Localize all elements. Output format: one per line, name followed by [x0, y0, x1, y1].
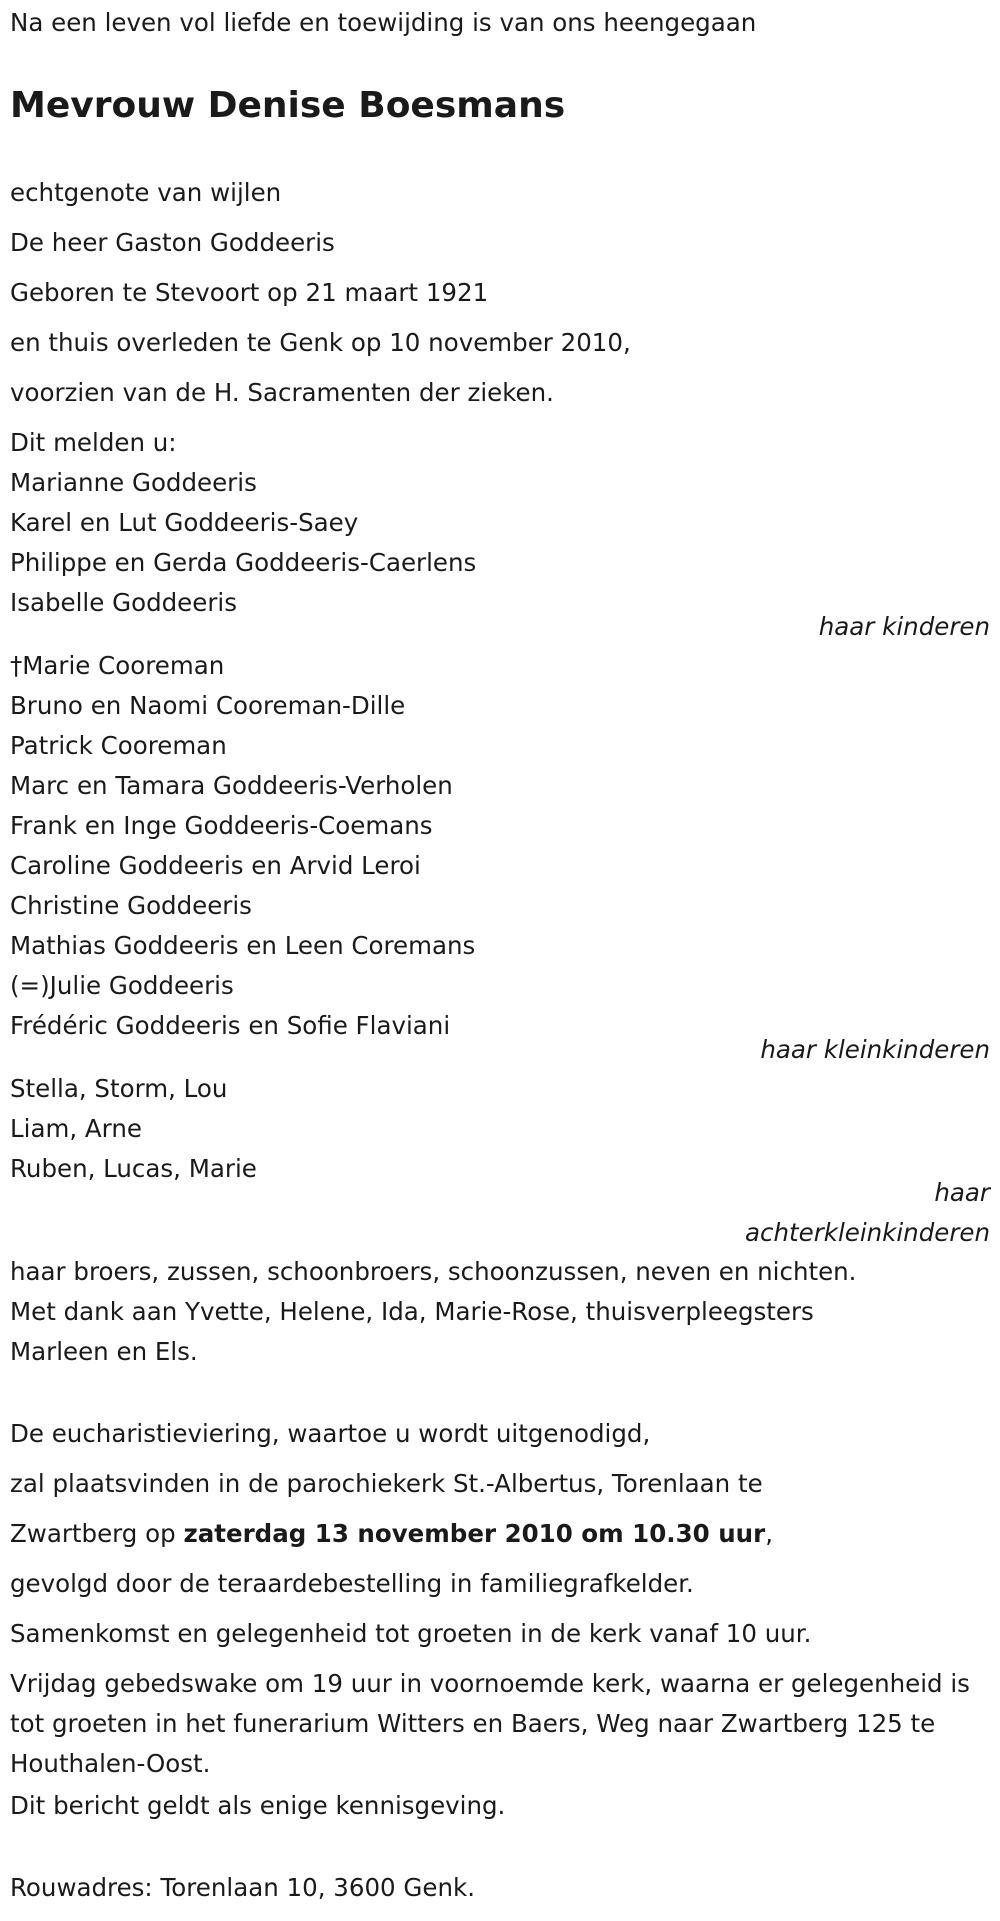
great-grandchildren-label-2: achterkleinkinderen	[745, 1218, 990, 1247]
service-line-4: gevolgd door de teraardebestelling in familiegrafkelder.	[10, 1569, 694, 1598]
spouse-prefix: echtgenote van wijlen	[10, 178, 282, 207]
thanks-line-1: Met dank aan Yvette, Helene, Ida, Marie-Rose, thuisverpleegsters	[10, 1297, 814, 1326]
great-grandchildren-label-1: haar	[934, 1178, 990, 1207]
service-line-2: zal plaatsvinden in de parochiekerk St.-Albertus, Torenlaan te	[10, 1469, 763, 1498]
grandchild-name: Frank en Inge Goddeeris-Coemans	[10, 811, 433, 840]
grandchild-name: Caroline Goddeeris en Arvid Leroi	[10, 851, 421, 880]
service-line-3	[10, 1519, 773, 1549]
vigil-paragraph: Vrijdag gebedswake om 19 uur in voornoemde kerk, waarna er gelegenheid is tot groeten in het funerarium Witters en Baers, Weg naar Zwartberg 125 te Houthalen-Oost.	[10, 1669, 970, 1778]
great-grandchild-names: Ruben, Lucas, Marie	[10, 1154, 257, 1183]
intro-line: Na een leven vol liefde en toewijding is van ons heengegaan	[10, 8, 757, 37]
grandchild-name: Bruno en Naomi Cooreman-Dille	[10, 691, 406, 720]
child-name: Marianne Goddeeris	[10, 468, 257, 497]
sacraments-line: voorzien van de H. Sacramenten der zieken.	[10, 378, 554, 407]
great-grandchild-names: Stella, Storm, Lou	[10, 1074, 228, 1103]
announce-intro: Dit melden u:	[10, 428, 177, 457]
service-line-1: De eucharistieviering, waartoe u wordt uitgenodigd,	[10, 1419, 651, 1448]
death-line: en thuis overleden te Genk op 10 november 2010,	[10, 328, 631, 357]
grandchild-name: (=)Julie Goddeeris	[10, 971, 234, 1000]
grandchild-name: Patrick Cooreman	[10, 731, 227, 760]
service-line-3-post: ,	[765, 1519, 773, 1548]
service-date-time: zaterdag 13 november 2010 om 10.30 uur	[183, 1519, 766, 1548]
spouse-name: De heer Gaston Goddeeris	[10, 228, 335, 257]
grandchild-name: Frédéric Goddeeris en Sofie Flaviani	[10, 1011, 451, 1040]
grandchild-name: †Marie Cooreman	[10, 651, 225, 680]
thanks-line-2: Marleen en Els.	[10, 1337, 198, 1366]
deceased-name: Mevrouw Denise Boesmans	[10, 85, 566, 126]
service-line-5: Samenkomst en gelegenheid tot groeten in de kerk vanaf 10 uur.	[10, 1619, 812, 1648]
service-line-3-pre: Zwartberg op	[10, 1519, 184, 1548]
child-name: Karel en Lut Goddeeris-Saey	[10, 508, 359, 537]
child-name: Isabelle Goddeeris	[10, 588, 237, 617]
grandchildren-label: haar kleinkinderen	[760, 1035, 990, 1064]
address-line: Rouwadres: Torenlaan 10, 3600 Genk.	[10, 1873, 475, 1902]
children-label: haar kinderen	[818, 612, 990, 641]
grandchild-name: Christine Goddeeris	[10, 891, 252, 920]
relatives-line: haar broers, zussen, schoonbroers, schoonzussen, neven en nichten.	[10, 1257, 857, 1286]
grandchild-name: Mathias Goddeeris en Leen Coremans	[10, 931, 476, 960]
birth-line: Geboren te Stevoort op 21 maart 1921	[10, 278, 489, 307]
child-name: Philippe en Gerda Goddeeris-Caerlens	[10, 548, 477, 577]
great-grandchild-names: Liam, Arne	[10, 1114, 142, 1143]
notice-line: Dit bericht geldt als enige kennisgeving.	[10, 1791, 506, 1820]
grandchild-name: Marc en Tamara Goddeeris-Verholen	[10, 771, 453, 800]
